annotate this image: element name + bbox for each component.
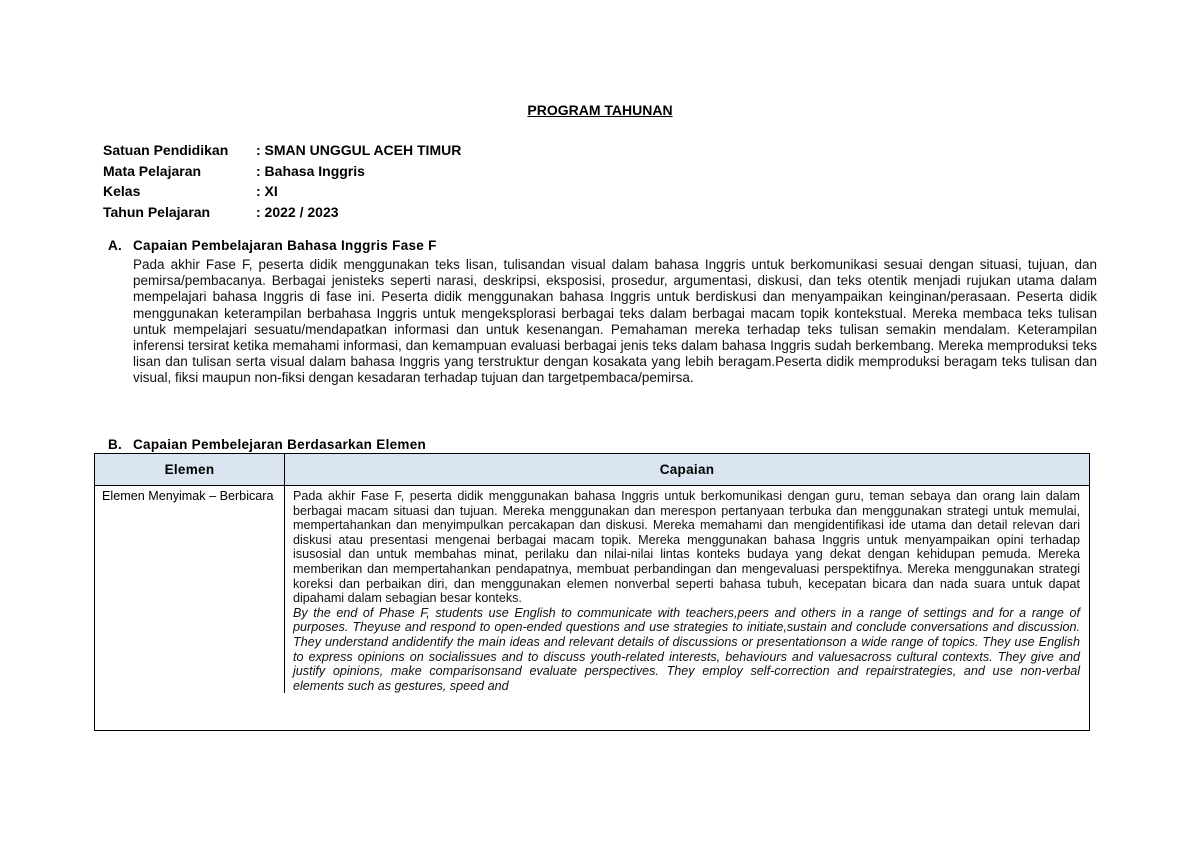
table-header-row bbox=[95, 454, 1089, 486]
document-meta bbox=[103, 140, 461, 222]
meta-value: : SMAN UNGGUL ACEH TIMUR bbox=[256, 142, 462, 158]
section-a-body: Pada akhir Fase F, peserta didik menggunakan teks lisan, tulisandan visual dalam bahasa Inggris untuk berkomunikasi sesuai dengan situasi, tujuan, dan pemirsa/pembacanya. Berbagai jenisteks seperti narasi, deskripsi, eksposisi, prosedur, argumentasi, diskusi, dan teks otentik menjadi rujukan utama dalam mempelajari bahasa Inggris di fase ini. Peserta didik menggunakan bahasa Inggris untuk berdiskusi dan menyampaikan keinginan/perasaan. Peserta didik menggunakan keterampilan berbahasa Inggris untuk mengeksplorasi berbagai teks dalam berbagai macam topik kontekstual. Mereka membaca teks tulisan untuk mempelajari sesuatu/mendapatkan informasi dan untuk kesenangan. Pemahaman mereka terhadap teks tulisan semakin mendalam. Keterampilan inferensi tersirat ketika memahami informasi, dan kemampuan evaluasi berbagai jenis teks dalam bahasa Inggris sudah berkembang. Mereka memproduksi teks lisan dan tulisan serta visual dalam bahasa Inggris yang terstruktur dengan kosakata yang lebih beragam.Peserta didik memproduksi beragam teks tulisan dan visual, fiksi maupun non-fiksi dengan kesadaran terhadap tujuan dan targetpembaca/pemirsa. bbox=[133, 257, 1097, 386]
section-b-title: Capaian Pembelejaran Berdasarkan Elemen bbox=[133, 437, 427, 452]
meta-label: Kelas bbox=[103, 183, 141, 199]
section-a-heading bbox=[108, 238, 437, 253]
table-row bbox=[95, 486, 1089, 694]
meta-label: Mata Pelajaran bbox=[103, 162, 202, 179]
section-a-title: Capaian Pembelajaran Bahasa Inggris Fase F bbox=[133, 238, 437, 253]
section-a-number: A. bbox=[108, 238, 123, 253]
meta-row-school bbox=[103, 140, 461, 161]
meta-row-subject bbox=[103, 161, 461, 182]
capaian-english-text: By the end of Phase F, students use English to communicate with teachers,peers and others in a range of settings and for a range of purposes. Theyuse and respond to open-ended questions and use strategies to initiate,sustain and conclude conversations and discussion. They understand andidentify the main ideas and relevant details of discussions or presentationson a wide range of topics. They use English to express opinions on socialissues and to discuss youth-related interests, behaviours and valuesacross cultural contexts. They give and justify opinions, make comparisonsand evaluate perspectives. They employ self-correction and repairstrategies, and use non-verbal elements such as gestures, speed and bbox=[293, 605, 1080, 693]
elemen-cell: Elemen Menyimak – Berbicara bbox=[95, 486, 285, 694]
page-title: PROGRAM TAHUNAN bbox=[527, 102, 673, 118]
capaian-indonesian-text: Pada akhir Fase F, peserta didik menggunakan bahasa Inggris untuk berkomunikasi dengan guru, teman sebaya dan orang lain dalam berbagai macam situasi dan tujuan. Mereka menggunakan dan merespon pertanyaan terbuka dan menggunakan strategi untuk memulai, mempertahankan dan menyimpulkan percakapan dan diskusi. Mereka memahami dan mengidentifikasi ide utama dan detail relevan dari diskusi atau presentasi mengenai berbagai macam topik. Mereka menggunakan bahasa Inggris untuk menyampaikan opini terhadap isusosial dan untuk membahas minat, perilaku dan nilai-nilai lintas konteks budaya yang dekat dengan kehidupan pemuda. Mereka memberikan dan mempertahankan pendapatnya, membuat perbandingan dan mengevaluasi perspektifnya. Mereka menggunakan strategi koreksi dan perbaikan diri, dan menggunakan elemen nonverbal seperti bahasa tubuh, kecepatan bicara dan nada suara untuk dapat dipahami dalam sebagian besar konteks. bbox=[293, 489, 1080, 606]
capaian-cell bbox=[285, 486, 1090, 694]
column-header-capaian: Capaian bbox=[285, 454, 1090, 486]
meta-row-year bbox=[103, 202, 461, 223]
meta-value: : Bahasa Inggris bbox=[256, 162, 365, 179]
meta-label: Tahun Pelajaran bbox=[103, 203, 211, 220]
section-b-heading bbox=[108, 437, 426, 452]
meta-label: Satuan Pendidikan bbox=[103, 142, 229, 158]
capaian-table bbox=[94, 453, 1090, 731]
meta-value: : 2022 / 2023 bbox=[256, 203, 339, 220]
meta-value: : XI bbox=[256, 183, 278, 199]
column-header-elemen: Elemen bbox=[95, 454, 285, 486]
meta-row-class bbox=[103, 181, 461, 202]
section-b-number: B. bbox=[108, 437, 123, 452]
